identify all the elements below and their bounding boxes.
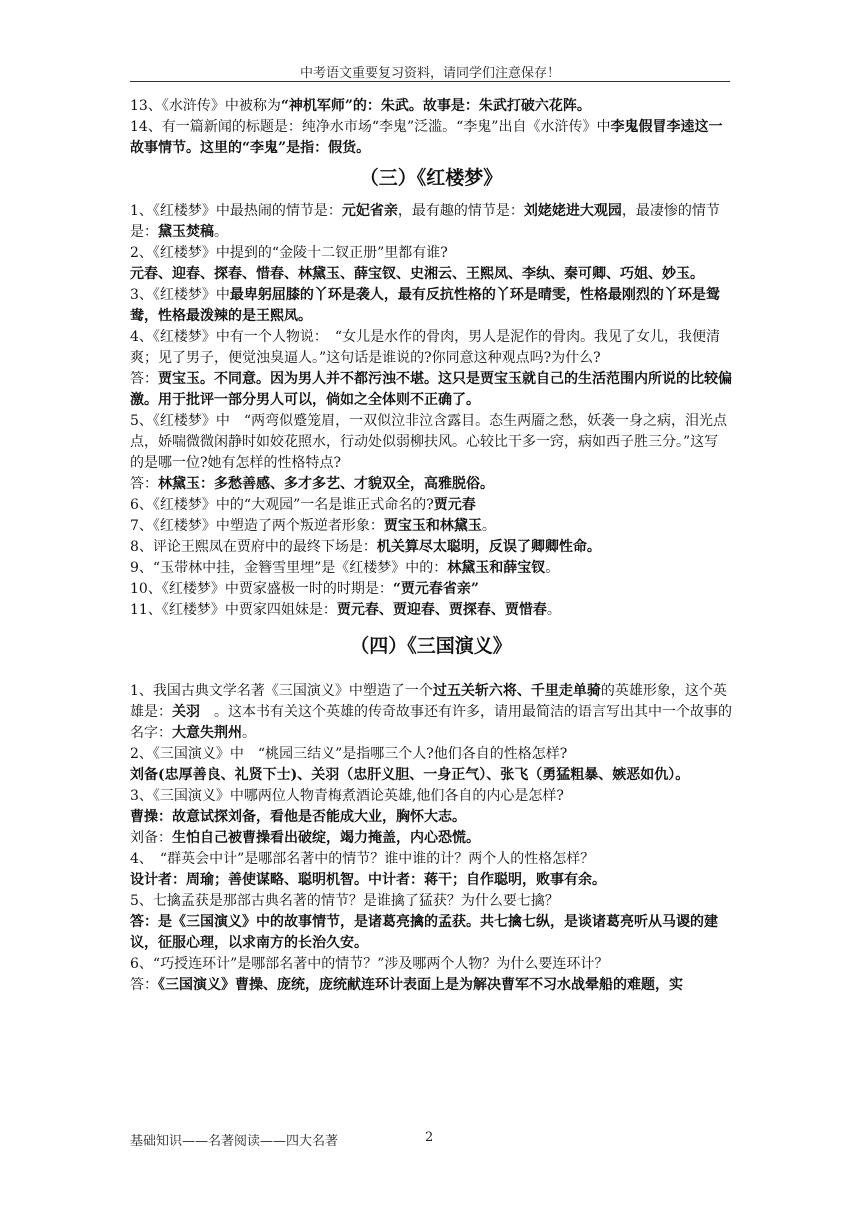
bold-text: 贾元春 xyxy=(433,497,476,513)
paragraph xyxy=(130,285,732,327)
bold-text: 刘备(忠厚善良、礼贤下士)、关羽（忠肝义胆、一身正气）、张飞（勇猛粗暴、嫉恶如仇）。 xyxy=(130,767,690,783)
text-run: 。 xyxy=(214,224,228,240)
text-run: 6、“巧授连环计”是哪部名著中的情节？”涉及哪两个人物？为什么要连环计？ xyxy=(130,956,609,972)
text-run: 10、《红楼梦》中贾家盛极一时的时期是： xyxy=(130,581,393,597)
text-run: ，最凄惨的情节是： xyxy=(130,203,720,240)
paragraph xyxy=(130,495,732,516)
paragraph xyxy=(130,807,732,828)
page-footer: 基础知识——名著阅读——四大名著 xyxy=(130,1134,339,1149)
paragraph xyxy=(130,849,732,870)
bold-text: 生怕自己被曹操看出破绽，竭力掩盖，内心恐慌。 xyxy=(172,830,480,846)
paragraph xyxy=(130,954,732,975)
bold-text: “神机军师”的：朱武。故事是：朱武打破六花阵。 xyxy=(280,98,591,114)
text-run: 答： xyxy=(130,476,158,492)
paragraph xyxy=(130,870,732,891)
text-run: 4、《红楼梦》中有一个人物说： “女儿是水作的骨肉，男人是泥作的骨肉。我见了女儿，我便清爽；见了男子，便觉浊臭逼人。”这句话是谁说的?你同意这种观点吗?为什么? xyxy=(130,329,721,366)
text-run: 1、《红楼梦》中最热闹的情节是： xyxy=(130,203,342,219)
text-run: 6、《红楼梦》中的“大观园”一名是谁正式命名的? xyxy=(130,497,434,513)
text-run: 14、有一篇新闻的标题是：纯净水市场“李鬼”泛滥。“李鬼”出自《水浒传》中 xyxy=(130,119,611,135)
paragraph xyxy=(130,327,732,369)
bold-text: 设计者：周瑜；善使谋略、聪明机智。中计者：蒋干；自作聪明，败事有余。 xyxy=(130,872,606,888)
text-run: 11、《红楼梦》中贾家四姐妹是： xyxy=(130,602,337,618)
paragraph xyxy=(130,369,732,411)
paragraph xyxy=(130,786,732,807)
paragraph xyxy=(130,558,732,579)
text-run: 3、《红楼梦》中 xyxy=(130,287,230,303)
text-run: 13、《水浒传》中被称为 xyxy=(130,98,281,114)
bold-text: 贾元春、贾迎春、贾探春、贾惜春 xyxy=(336,602,547,618)
bold-text: 林黛玉：多愁善感、多才多艺、才貌双全，高雅脱俗。 xyxy=(158,476,494,492)
text-run: 2、《三国演义》中 “桃园三结义”是指哪三个人?他们各自的性格怎样? xyxy=(130,746,568,762)
bold-text: 《三国演义》曹操、庞统，庞统献连环计表面上是为解决曹军不习水战晕船的难题，实 xyxy=(158,977,683,993)
text-run: 8、评论王熙凤在贾府中的最终下场是： xyxy=(130,539,377,555)
paragraph xyxy=(130,744,732,765)
bold-text: “贾元春省亲” xyxy=(392,581,479,597)
paragraph xyxy=(130,912,732,954)
text-run: 。 xyxy=(546,602,561,618)
text-run: 。 xyxy=(545,560,560,576)
bold-text: 元春、迎春、探春、惜春、林黛玉、薛宝钗、史湘云、王熙凤、李纨、秦可卿、巧姐、妙玉。 xyxy=(130,266,704,282)
bold-text: 黛玉焚稿 xyxy=(158,224,214,240)
page-header: 中考语文重要复习资料，请同学们注意保存！ xyxy=(299,66,560,81)
paragraph xyxy=(130,579,732,600)
paragraph xyxy=(130,243,732,264)
text-run: 7、《红楼梦》中塑造了两个叛逆者形象： xyxy=(130,518,384,534)
paragraph xyxy=(130,975,732,996)
paragraph xyxy=(130,516,732,537)
section-heading: （三）《红楼梦》 xyxy=(359,167,503,189)
paragraph xyxy=(130,891,732,912)
text-run: 9、“玉带林中挂，金簪雪里埋”是《红楼梦》中的： xyxy=(130,560,448,576)
bold-text: 最卑躬屈膝的丫环是袭人，最有反抗性格的丫环是晴雯，性格最刚烈的丫环是鸳鸯，性格最泼辣的是王熙凤。 xyxy=(130,287,720,324)
paragraph xyxy=(130,411,732,474)
paragraph xyxy=(130,264,732,285)
text-run: 。 xyxy=(481,518,496,534)
bold-text: 元妃省亲 xyxy=(341,203,398,219)
document-body xyxy=(130,96,732,996)
text-run: 1、我国古典文学名著《三国演义》中塑造了一个 xyxy=(130,683,433,699)
paragraph xyxy=(130,474,732,495)
paragraph xyxy=(130,201,732,243)
paragraph xyxy=(130,765,732,786)
text-run: ，最有趣的情节是： xyxy=(397,203,524,219)
bold-text: 关羽 xyxy=(172,704,200,720)
paragraph xyxy=(130,117,732,159)
page-number: 2 xyxy=(425,1130,434,1145)
text-run: 的英雄形象，这个英雄是： xyxy=(130,683,727,720)
text-run: 2、《红楼梦》中提到的“金陵十二钗正册”里都有谁? xyxy=(130,245,448,261)
bold-text: 答：是《三国演义》中的故事情节，是诸葛亮擒的孟获。共七擒七纵，是谈诸葛亮听从马谡的建议，征服心理，以求南方的长治久安。 xyxy=(130,914,718,951)
text-run: 5、《红楼梦》中 “两弯似蹙笼眉，一双似泣非泣含露目。态生两靥之愁，妖袭一身之病，泪光点点，娇喘微微闲静时如姣花照水，行动处似弱柳扶风。心较比干多一窍，病如西子胜三分。”这写的是哪一位?她有怎样的性格特点? xyxy=(130,413,728,471)
bold-text: 林黛玉和薛宝钗 xyxy=(447,560,546,576)
text-run: 5、七擒孟获是那部古典名著的情节？是谁擒了猛获？为什么要七擒？ xyxy=(130,893,559,909)
text-run: 4、 “群英会中计”是哪部名著中的情节？谁中谁的计？两个人的性格怎样？ xyxy=(130,851,595,867)
text-run: 。这本书有关这个英雄的传奇故事还有许多，请用最简洁的语言写出其中一个故事的名字： xyxy=(130,704,732,741)
text-run: 答： xyxy=(130,977,158,993)
bold-text: 贾宝玉。不同意。因为男人并不都污浊不堪。这只是贾宝玉就自己的生活范围内所说的比较偏激。用于批评一部分男人可以，倘如之全体则不正确了。 xyxy=(130,371,732,408)
text-run: 刘备： xyxy=(130,830,172,846)
header-divider xyxy=(130,81,730,82)
paragraph xyxy=(130,96,732,117)
bold-text: 机关算尽太聪明，反误了卿卿性命。 xyxy=(376,539,601,555)
text-run: 。 xyxy=(242,725,256,741)
text-run: 答： xyxy=(130,371,158,387)
bold-text: 过五关斩六将、千里走单骑 xyxy=(432,683,601,699)
bold-text: 贾宝玉和林黛玉 xyxy=(383,518,482,534)
section-heading: （四）《三国演义》 xyxy=(350,635,512,657)
text-run: 3、《三国演义》中哪两位人物青梅煮酒论英雄,他们各自的内心是怎样? xyxy=(130,788,564,804)
paragraph xyxy=(130,600,732,621)
paragraph xyxy=(130,828,732,849)
bold-text: 李鬼假冒李逵这一故事情节。这里的“李鬼”是指：假货。 xyxy=(130,119,723,156)
paragraph xyxy=(130,681,732,744)
bold-text: 刘姥姥进大观园 xyxy=(523,203,622,219)
bold-text: 大意失荆州 xyxy=(172,725,242,741)
paragraph xyxy=(130,537,732,558)
bold-text: 曹操：故意试探刘备，看他是否能成大业，胸怀大志。 xyxy=(130,809,466,825)
